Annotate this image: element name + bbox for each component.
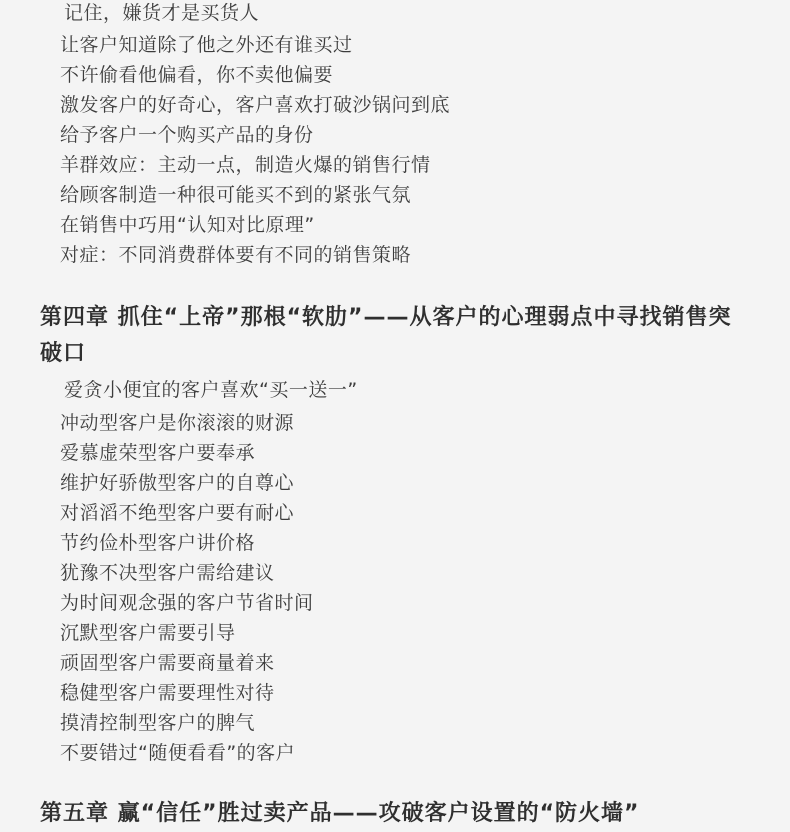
toc-item[interactable]: 不要错过“随便看看”的客户 <box>60 742 296 764</box>
toc-item[interactable]: 让客户知道除了他之外还有谁买过 <box>60 34 353 56</box>
toc-item[interactable]: 沉默型客户需要引导 <box>60 622 236 644</box>
toc-item[interactable]: 维护好骄傲型客户的自尊心 <box>60 472 295 494</box>
toc-item[interactable]: 稳健型客户需要理性对待 <box>60 682 275 704</box>
toc-item[interactable]: 对滔滔不绝型客户要有耐心 <box>60 502 295 524</box>
toc-item[interactable]: 不许偷看他偏看，你不卖他偏要 <box>60 64 334 86</box>
toc-item[interactable]: 给予客户一个购买产品的身份 <box>60 124 314 146</box>
toc-item[interactable]: 节约俭朴型客户讲价格 <box>60 532 256 554</box>
toc-item[interactable]: 给顾客制造一种很可能买不到的紧张气氛 <box>60 184 412 206</box>
toc-item[interactable]: 爱贪小便宜的客户喜欢“买一送一” <box>64 379 358 401</box>
toc-item[interactable]: 犹豫不决型客户需给建议 <box>60 562 275 584</box>
toc-item[interactable]: 记住，嫌货才是买货人 <box>64 2 260 24</box>
toc-item[interactable]: 冲动型客户是你滚滚的财源 <box>60 412 295 434</box>
chapter-4-title[interactable]: 第四章 抓住“上帝”那根“软肋”——从客户的心理弱点中寻找销售突破口 <box>40 305 732 366</box>
toc-item[interactable]: 为时间观念强的客户节省时间 <box>60 592 314 614</box>
toc-item[interactable]: 爱慕虚荣型客户要奉承 <box>60 442 256 464</box>
chapter-5-title[interactable]: 第五章 赢“信任”胜过卖产品——攻破客户设置的“防火墙” <box>40 801 640 826</box>
toc-item[interactable]: 在销售中巧用“认知对比原理” <box>60 214 315 236</box>
toc-item[interactable]: 羊群效应：主动一点，制造火爆的销售行情 <box>60 154 431 176</box>
toc-item[interactable]: 顽固型客户需要商量着来 <box>60 652 275 674</box>
toc-item[interactable]: 对症：不同消费群体要有不同的销售策略 <box>60 244 412 266</box>
toc-item[interactable]: 摸清控制型客户的脾气 <box>60 712 256 734</box>
toc-item[interactable]: 激发客户的好奇心，客户喜欢打破沙锅问到底 <box>60 94 451 116</box>
